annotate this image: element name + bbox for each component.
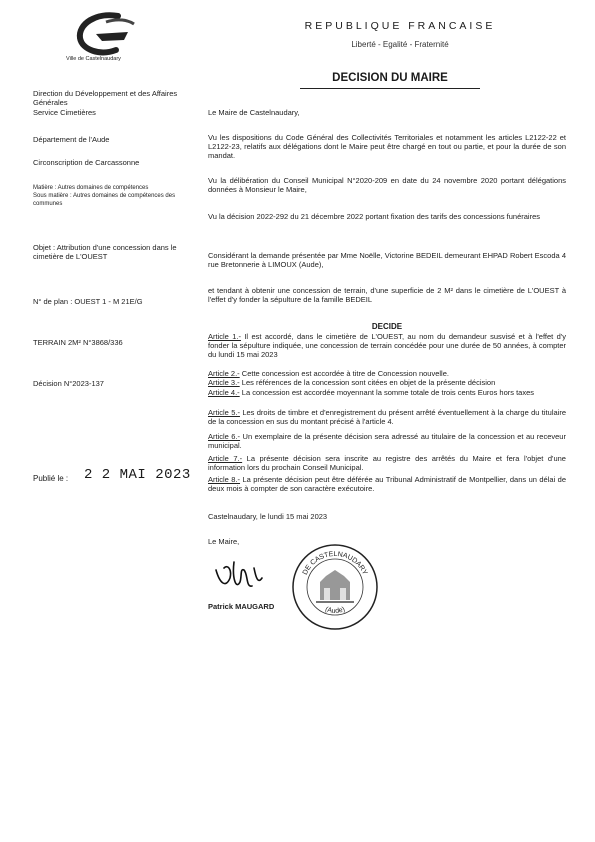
article-text: Les références de la concession sont citées en objet de la présente décision [241,378,496,387]
body-vu-1: Vu les dispositions du Code Général des Collectivités Territoriales et notamment les articles L2122-22 et L2122-23, relatifs aux délégations dont le Maire peut être chargé en tout ou partie, et pour la durée de son mandat. [208,133,566,160]
body-considerant-1: Considérant la demande présentée par Mme Noëlle, Victorine BEDEIL demeurant EHPAD Robert Escoda 4 rue Bretonnerie à LIMOUX (Aude), [208,251,566,269]
publie-date-stamp: 2 2 MAI 2023 [84,467,191,483]
article-text: Cette concession est accordée à titre de Concession nouvelle. [241,369,449,378]
decision-number: Décision N°2023-137 [33,379,104,388]
article-text: Les droits de timbre et d'enregistrement du présent arrêté éventuellement à la charge du titulaire de la concession en sus du montant précisé à l'article 4. [208,408,566,426]
circonscription-label: Circonscription de Carcassonne [33,158,140,167]
article-text: La concession est accordée moyennant la somme totale de trois cents Euros hors taxes [241,388,535,397]
body-vu-2: Vu la délibération du Conseil Municipal N°2020-209 en date du 24 novembre 2020 portant délégations données à Monsieur le Maire, [208,176,566,194]
plan-number: N° de plan : OUEST 1 - M 21E/G [33,297,143,306]
article-text: La présente décision sera inscrite au registre des arrêtés du Maire et fera l'objet d'une information lors du prochain Conseil Municipal. [208,454,566,472]
place-and-date: Castelnaudary, le lundi 15 mai 2023 [208,512,328,521]
article-label: Article 8.- [208,475,241,484]
article-4 [208,388,566,397]
publie-label: Publié le : [33,474,69,483]
decision-title: DECISION DU MAIRE [332,72,448,84]
article-7 [208,454,566,472]
article-text: La présente décision peut être déférée au Tribunal Administratif de Montpellier, dans un délai de deux mois à compter de son caractère exécutoire. [208,475,566,493]
svg-text:DE CASTELNAUDARY: DE CASTELNAUDARY [301,550,369,577]
article-2 [208,369,566,378]
article-6 [208,432,566,450]
body-considerant-2: et tendant à obtenir une concession de terrain, d'une superficie de 2 M² dans le cimetière de L'OUEST à l'effet d'y fonder la sépulture de la famille BEDEIL [208,286,566,304]
article-label: Article 3.- [208,378,240,387]
body-intro: Le Maire de Castelnaudary, [208,108,300,117]
svg-text:(Aude): (Aude) [324,606,346,615]
body-vu-3: Vu la décision 2022-292 du 21 décembre 2022 portant fixation des tarifs des concessions funéraires [208,212,541,221]
mayor-name: Patrick MAUGARD [208,602,275,611]
article-label: Article 4.- [208,388,240,397]
matiere-label: Matière : Autres domaines de compétences [33,185,149,191]
departement-label: Département de l'Aude [33,135,110,144]
sous-matiere-label: Sous matière : Autres domaines de compétences des communes [33,193,176,207]
terrain-number: TERRAIN 2M² N°3868/336 [33,338,123,347]
title-underline [300,88,480,89]
article-1 [208,332,566,359]
article-3 [208,378,566,387]
objet-label: Objet : Attribution d'une concession dans le cimetière de L'OUEST [33,243,177,261]
republic-title: REPUBLIQUE FRANCAISE [304,20,496,32]
article-text: Il est accordé, dans le cimetière de L'OUEST, au nom du demandeur susvisé et à l'effet d'y fonder la sépulture indiquée, une concession de terrain concédée pour une durée de 50 années, à compter du lundi 15 mai 2023 [208,332,566,359]
article-text: Un exemplaire de la présente décision sera adressé au titulaire de la concession et au receveur municipal. [208,432,566,450]
article-label: Article 6.- [208,432,241,441]
article-label: Article 1.- [208,332,241,341]
article-label: Article 7.- [208,454,243,463]
republic-motto: Liberté - Egalité - Fraternité [351,40,449,49]
le-maire-label: Le Maire, [208,537,240,546]
mayor-signature [210,548,270,596]
city-seal [290,542,380,632]
article-label: Article 5.- [208,408,240,417]
logo-caption: Ville de Castelnaudary [66,56,121,62]
service-label: Service Cimetières [33,108,96,117]
article-label: Article 2.- [208,369,240,378]
direction-label: Direction du Développement et des Affaires Générales [33,89,178,107]
article-5 [208,408,566,426]
decide-heading: DECIDE [371,322,403,331]
article-8 [208,475,566,493]
